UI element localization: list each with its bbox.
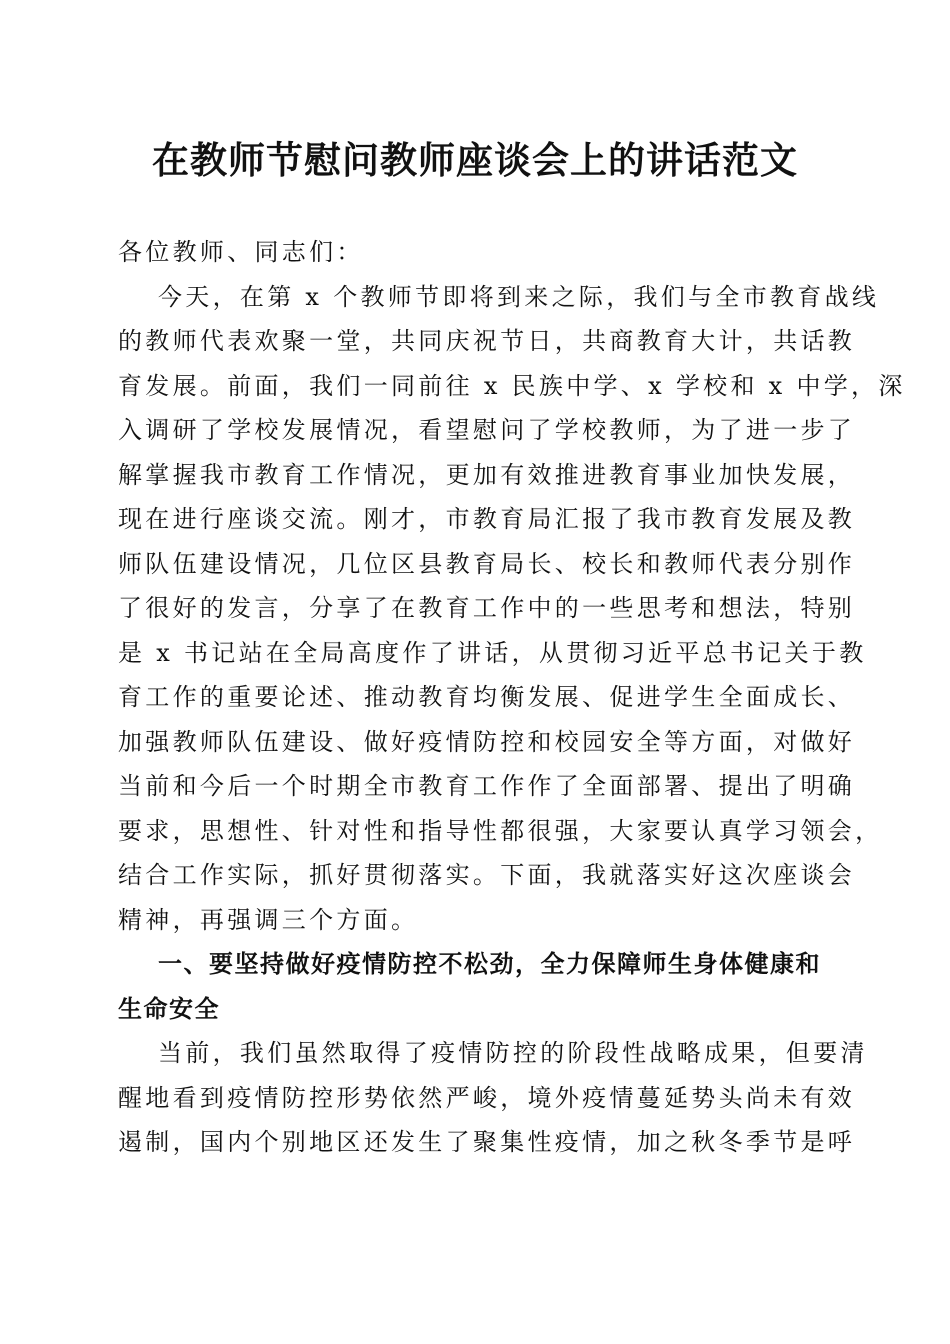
paragraph-line: 遏制，国内个别地区还发生了聚集性疫情，加之秋冬季节是呼: [118, 1128, 856, 1156]
paragraph-line: 是 x 书记站在全局高度作了讲话，从贯彻习近平总书记关于教: [118, 638, 867, 667]
salutation: 各位教师、同志们：: [118, 238, 364, 266]
paragraph-line: 师队伍建设情况，几位区县教育局长、校长和教师代表分别作: [118, 549, 856, 578]
paragraph-line: 结合工作实际，抓好贯彻落实。下面，我就落实好这次座谈会: [118, 861, 856, 889]
paragraph-line: 精神，再强调三个方面。: [118, 905, 419, 934]
heading-line: 生命安全: [118, 994, 220, 1023]
paragraph-section-1: [118, 1031, 868, 1165]
paragraph-line: 当前，我们虽然取得了疫情防控的阶段性战略成果，但要清: [158, 1039, 868, 1067]
paragraph-line: 了很好的发言，分享了在教育工作中的一些思考和想法，特别: [118, 594, 856, 622]
paragraph-line: 醒地看到疫情防控形势依然严峻，境外疫情蔓延势头尚未有效: [118, 1083, 856, 1112]
paragraph-line: 的教师代表欢聚一堂，共同庆祝节日，共商教育大计，共话教: [118, 327, 856, 355]
paragraph-intro: [118, 275, 906, 943]
document-body: [118, 230, 906, 1165]
paragraph-line: 解掌握我市教育工作情况，更加有效推进教育事业加快发展，: [118, 460, 856, 489]
document-title: 在教师节慰问教师座谈会上的讲话范文: [152, 138, 798, 182]
paragraph-line: 现在进行座谈交流。刚才，市教育局汇报了我市教育发展及教: [118, 505, 856, 533]
paragraph-line: 入调研了学校发展情况，看望慰问了学校教师，为了进一步了: [118, 416, 856, 444]
paragraph-line: 育工作的重要论述、推动教育均衡发展、促进学生全面成长、: [118, 683, 856, 711]
section-heading-1: [118, 942, 830, 1031]
paragraph-line: 今天，在第 x 个教师节即将到来之际，我们与全市教育战线: [158, 282, 880, 311]
heading-line: 一、要坚持做好疫情防控不松劲，全力保障师生身体健康和: [158, 950, 821, 978]
paragraph-line: 育发展。前面，我们一同前往 x 民族中学、x 学校和 x 中学，深: [118, 371, 906, 400]
paragraph-line: 加强教师队伍建设、做好疫情防控和校园安全等方面，对做好: [118, 727, 856, 756]
paragraph-line: 当前和今后一个时期全市教育工作作了全面部署、提出了明确: [118, 772, 856, 800]
paragraph-line: 要求，思想性、针对性和指导性都很强，大家要认真学习领会，: [118, 816, 883, 845]
